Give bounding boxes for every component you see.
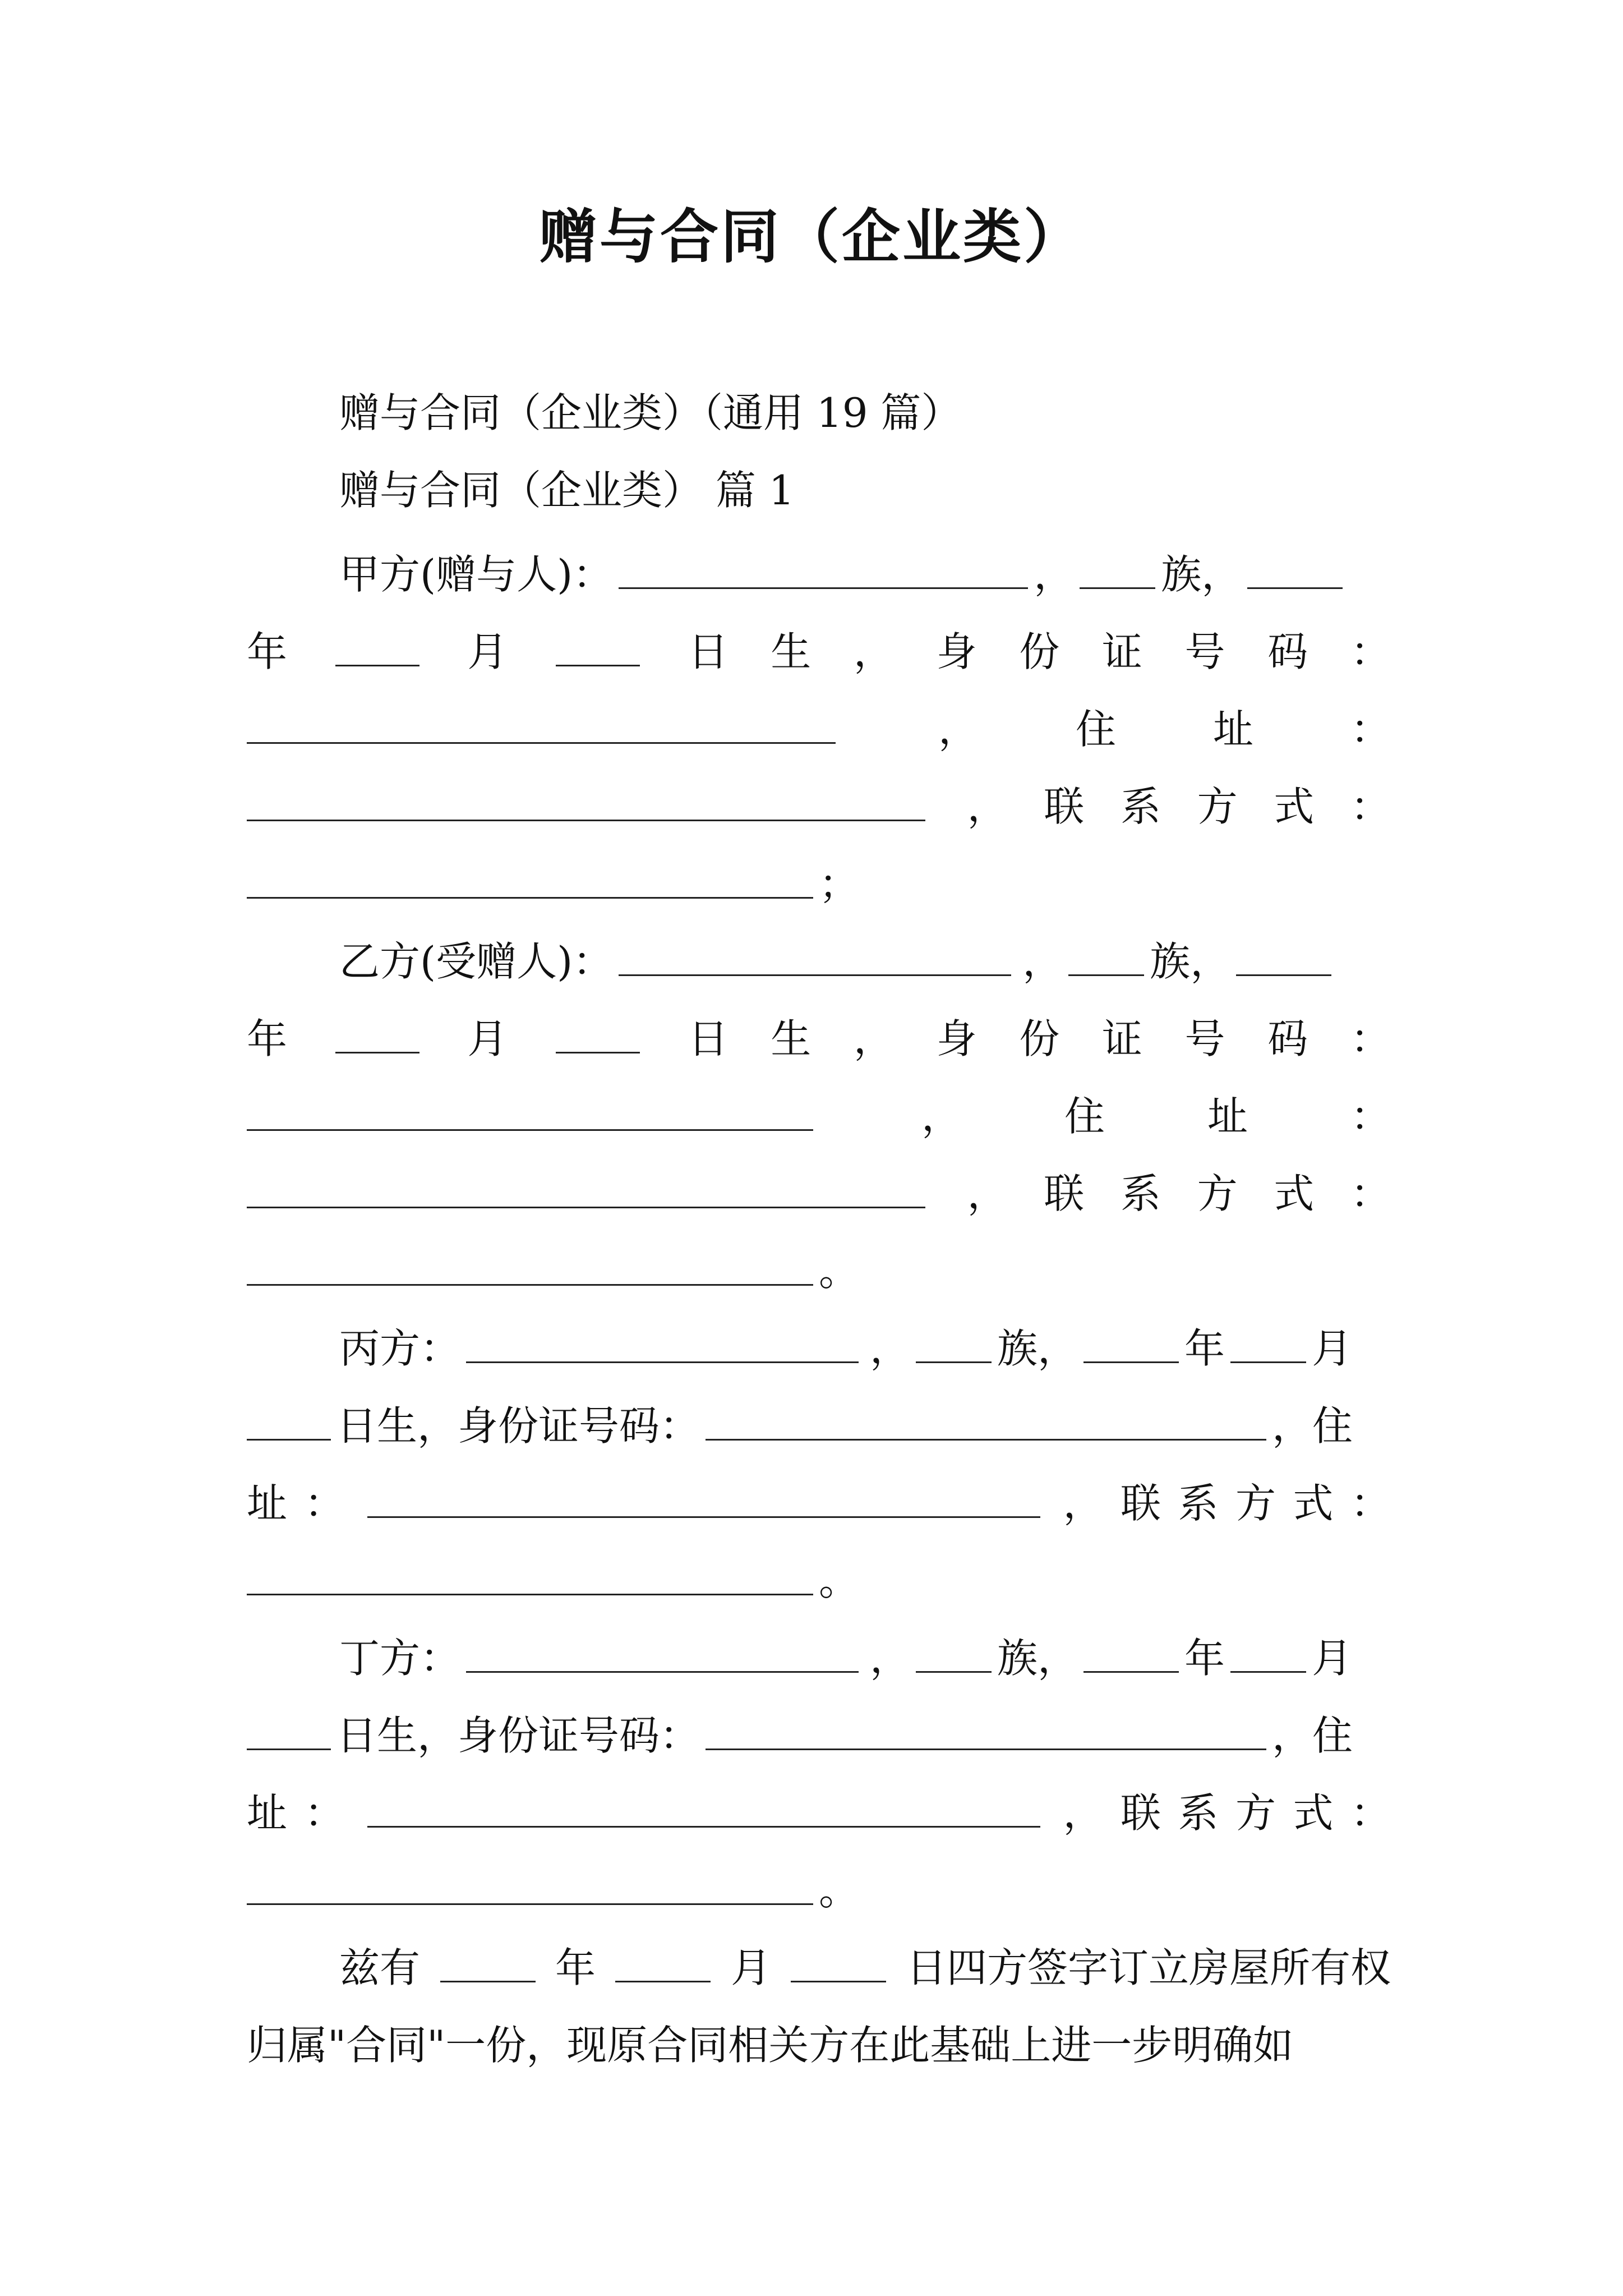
party-d-label: 丁方： — [339, 1635, 461, 1682]
party-c-address-char: ： — [304, 1480, 345, 1527]
party-d-ethnicity-label: 族， — [997, 1635, 1078, 1682]
party-c-label: 丙方： — [339, 1325, 461, 1372]
party-c-ethnicity-label: 族， — [997, 1325, 1078, 1372]
party-c-contact-char: ： — [1350, 1480, 1391, 1527]
party-a-end: ； — [819, 861, 860, 908]
party-c-contact-char: 系 — [1178, 1480, 1219, 1527]
party-a-birth-day-blank[interactable] — [556, 657, 640, 666]
party-c-contact-char: 联 — [1120, 1480, 1161, 1527]
party-a-ethnicity-label: 族， — [1161, 551, 1242, 598]
party-b-id-char: 号 — [1184, 1015, 1225, 1062]
party-d-comma: ， — [870, 1635, 911, 1682]
party-d-id-blank[interactable] — [706, 1741, 1266, 1750]
party-a-day-label: 日 — [688, 628, 728, 675]
party-a-line-4 — [247, 771, 1391, 830]
party-c-year-label: 年 — [1184, 1325, 1225, 1372]
party-b-year-label: 年 — [247, 1015, 288, 1062]
party-b-name-blank[interactable] — [619, 967, 1011, 976]
party-d-contact-char: 系 — [1178, 1789, 1219, 1837]
party-b-id-char: 证 — [1101, 1015, 1142, 1062]
party-b-contact-char: ， — [967, 1170, 1008, 1217]
party-d-year-label: 年 — [1184, 1635, 1225, 1682]
party-c-name-blank[interactable] — [466, 1354, 859, 1363]
party-c-contact-char: ， — [1063, 1480, 1104, 1527]
party-c-address-blank[interactable] — [367, 1508, 1040, 1518]
closing-month-label: 月 — [730, 1944, 771, 1991]
closing-rest: 日四方签字订立房屋所有权 — [906, 1944, 1391, 1991]
party-d-ethnicity-blank[interactable] — [916, 1663, 992, 1673]
party-d-line-3 — [247, 1777, 1391, 1837]
party-c-line-2 — [247, 1390, 1391, 1450]
party-a-line-3 — [247, 693, 1391, 753]
party-a-birth-month-blank[interactable] — [335, 657, 419, 666]
party-d-contact-char: 联 — [1120, 1789, 1161, 1837]
party-a-address-char: ： — [1350, 706, 1391, 753]
party-a-born-label: 生 — [771, 628, 811, 675]
party-d-contact-char: 方 — [1235, 1789, 1276, 1837]
party-b-id-char: 身 — [936, 1015, 977, 1062]
party-d-end: 。 — [819, 1867, 860, 1914]
party-d-month-label: 月 — [1312, 1635, 1353, 1682]
party-a-name-blank[interactable] — [619, 579, 1028, 589]
closing-start: 兹有 — [339, 1944, 421, 1991]
party-c-line-3 — [247, 1467, 1391, 1527]
section-heading: 赠与合同（企业类） 篇 1 — [339, 467, 795, 514]
party-a-id-char: 号 — [1184, 628, 1225, 675]
closing-year-label: 年 — [555, 1944, 596, 1991]
party-a-contact-blank[interactable] — [247, 889, 813, 899]
party-d-line-4 — [247, 1855, 1391, 1914]
document-title: 赠与合同（企业类） — [538, 202, 1084, 271]
party-b-day-label: 日 — [688, 1015, 728, 1062]
closing-line-1 — [339, 1932, 1391, 1991]
party-d-id-label: 日生，身份证号码： — [336, 1712, 700, 1759]
party-b-contact-char: ： — [1350, 1170, 1391, 1217]
party-c-address-head: ，住 — [1272, 1402, 1353, 1450]
party-a-id-char: 证 — [1101, 628, 1142, 675]
party-d-address-head: ，住 — [1272, 1712, 1353, 1759]
party-c-end: 。 — [819, 1557, 860, 1604]
party-a-line-2 — [247, 616, 1391, 675]
party-b-line-3 — [247, 1080, 1391, 1140]
party-b-birth-day-blank[interactable] — [556, 1044, 640, 1053]
party-a-label: 甲方(赠与人)： — [339, 551, 614, 598]
party-c-line-4 — [247, 1545, 1391, 1604]
party-b-born-label: 生 — [771, 1015, 811, 1062]
party-a-ethnicity-blank[interactable] — [1080, 579, 1155, 589]
party-b-contact-char: 系 — [1120, 1170, 1161, 1217]
party-d-birth-month-blank[interactable] — [1230, 1663, 1306, 1673]
party-a-year-label: 年 — [247, 628, 288, 675]
party-b-end: 。 — [819, 1248, 860, 1295]
party-b-ethnicity-blank[interactable] — [1068, 967, 1144, 976]
closing-month-blank[interactable] — [615, 1973, 711, 1982]
party-a-contact-char: ： — [1350, 783, 1391, 830]
party-a-line-1 — [339, 539, 1391, 598]
party-d-contact-char: ： — [1350, 1789, 1391, 1837]
party-a-id-char: 码 — [1267, 628, 1308, 675]
party-a-month-label: 月 — [467, 628, 508, 675]
party-c-contact-char: 方 — [1235, 1480, 1276, 1527]
party-b-id-char: 份 — [1019, 1015, 1060, 1062]
party-b-birth-year-blank[interactable] — [1236, 967, 1331, 976]
party-a-address-blank[interactable] — [247, 812, 925, 821]
party-d-name-blank[interactable] — [466, 1663, 859, 1673]
party-c-id-label: 日生，身份证号码： — [336, 1402, 700, 1450]
party-a-comma-2: ， — [853, 628, 894, 675]
party-c-birth-month-blank[interactable] — [1230, 1354, 1306, 1363]
party-c-ethnicity-blank[interactable] — [916, 1354, 992, 1363]
party-b-address-char: ： — [1350, 1093, 1391, 1140]
party-a-contact-char: 方 — [1197, 783, 1238, 830]
party-d-contact-blank[interactable] — [247, 1895, 813, 1905]
party-a-id-char: 身 — [936, 628, 977, 675]
party-b-line-4 — [247, 1158, 1391, 1217]
closing-day-blank[interactable] — [791, 1973, 886, 1982]
party-c-comma: ， — [870, 1325, 911, 1372]
party-b-line-1 — [339, 926, 1391, 985]
party-d-contact-char: 式 — [1293, 1789, 1334, 1837]
party-b-address-char: ， — [921, 1093, 962, 1140]
party-c-address-char: 址 — [247, 1480, 288, 1527]
party-b-id-char: 码 — [1267, 1015, 1308, 1062]
party-b-address-char: 住 — [1064, 1093, 1105, 1140]
party-b-label: 乙方(受赠人)： — [339, 938, 614, 985]
party-c-birth-day-blank[interactable] — [247, 1431, 331, 1441]
party-c-id-blank[interactable] — [706, 1431, 1266, 1441]
party-b-id-char: ： — [1350, 1015, 1391, 1062]
party-a-line-5 — [247, 848, 1391, 908]
party-b-birth-month-blank[interactable] — [335, 1044, 419, 1053]
party-d-address-char: ： — [304, 1789, 345, 1837]
party-a-contact-char: 式 — [1274, 783, 1315, 830]
party-d-contact-char: ， — [1063, 1789, 1104, 1837]
party-b-month-label: 月 — [467, 1015, 508, 1062]
party-b-contact-char: 方 — [1197, 1170, 1238, 1217]
party-a-id-blank[interactable] — [247, 734, 836, 744]
party-c-contact-char: 式 — [1293, 1480, 1334, 1527]
party-b-contact-blank[interactable] — [247, 1276, 813, 1286]
party-a-id-char: ： — [1350, 628, 1391, 675]
party-b-line-5 — [247, 1235, 1391, 1295]
party-d-birth-year-blank[interactable] — [1083, 1663, 1179, 1673]
party-a-contact-char: ， — [967, 783, 1008, 830]
party-d-line-2 — [247, 1700, 1391, 1759]
party-d-address-char: 址 — [247, 1789, 288, 1837]
party-b-id-blank[interactable] — [247, 1121, 813, 1131]
party-a-address-char: 住 — [1075, 706, 1116, 753]
document-subtitle: 赠与合同（企业类）（通用 19 篇） — [339, 389, 962, 436]
party-c-month-label: 月 — [1312, 1325, 1353, 1372]
party-a-comma: ， — [1034, 551, 1075, 598]
party-a-birth-year-blank[interactable] — [1247, 579, 1343, 589]
party-c-contact-blank[interactable] — [247, 1586, 813, 1595]
party-a-id-char: 份 — [1019, 628, 1060, 675]
party-b-ethnicity-label: 族， — [1150, 938, 1231, 985]
party-b-contact-char: 式 — [1274, 1170, 1315, 1217]
closing-line-2: 归属"合同"一份，现原合同相关方在此基础上进一步明确如 — [247, 2022, 1294, 2069]
party-b-line-2 — [247, 1003, 1391, 1062]
party-b-comma-2: ， — [853, 1015, 894, 1062]
party-a-contact-char: 系 — [1120, 783, 1161, 830]
party-d-line-1 — [339, 1622, 1391, 1682]
party-c-line-1 — [339, 1313, 1391, 1372]
party-a-address-char: ， — [938, 706, 979, 753]
closing-year-blank[interactable] — [440, 1973, 536, 1982]
party-d-birth-day-blank[interactable] — [247, 1741, 331, 1750]
party-d-address-blank[interactable] — [367, 1818, 1040, 1828]
party-b-comma: ， — [1022, 938, 1063, 985]
party-a-contact-char: 联 — [1044, 783, 1085, 830]
party-b-contact-char: 联 — [1044, 1170, 1085, 1217]
party-b-address-char: 址 — [1207, 1093, 1248, 1140]
party-a-address-char: 址 — [1212, 706, 1253, 753]
party-b-address-blank[interactable] — [247, 1199, 925, 1208]
party-c-birth-year-blank[interactable] — [1083, 1354, 1179, 1363]
